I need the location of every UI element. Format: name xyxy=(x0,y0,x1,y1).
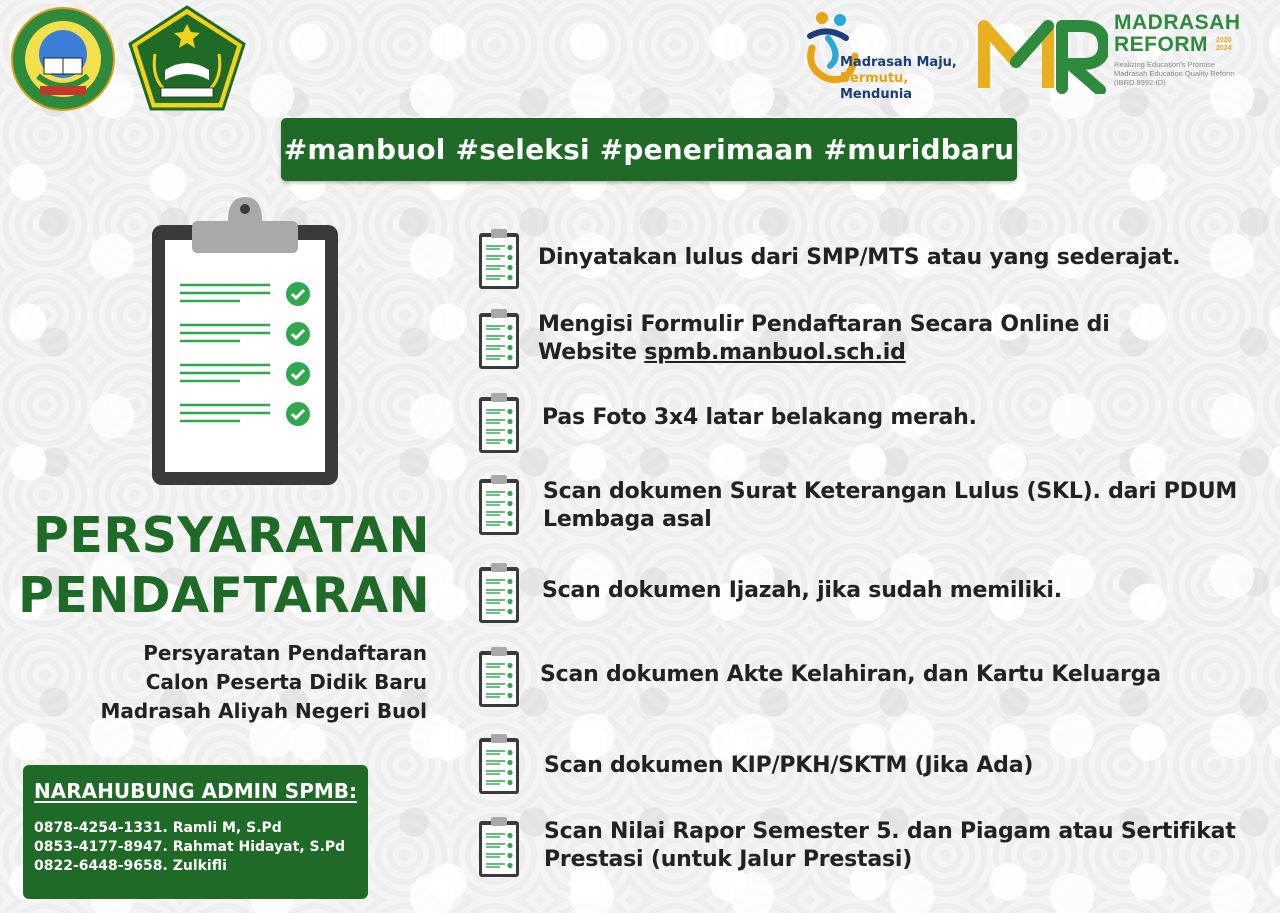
clipboard-icon xyxy=(478,816,520,878)
clipboard-icon xyxy=(478,562,520,624)
hashtag-banner xyxy=(281,118,1017,181)
kemenag-logo xyxy=(127,4,247,112)
requirement-item: Scan dokumen Surat Keterangan Lulus (SKL). dari PDUM Lembaga asal xyxy=(478,474,1268,538)
contact-list xyxy=(34,819,345,876)
requirement-item: Scan dokumen Ijazah, jika sudah memiliki. xyxy=(478,562,1268,626)
clipboard-icon xyxy=(478,308,520,370)
clipboard-icon xyxy=(478,474,520,536)
requirement-item: Pas Foto 3x4 latar belakang merah. xyxy=(478,392,1268,456)
madrasah-reform-logo xyxy=(978,10,1258,100)
maju-tagline-1: Madrasah Maju, xyxy=(840,55,957,70)
hashtag-text: #manbuol #seleksi #penerimaan #muridbaru xyxy=(283,133,1015,166)
reform-years: 2020 2024 xyxy=(1216,37,1232,52)
clipboard-icon xyxy=(478,228,520,290)
page-subtitle: Persyaratan Pendaftaran Calon Peserta Didik Baru Madrasah Aliyah Negeri Buol xyxy=(100,641,427,723)
mr-monogram-icon xyxy=(978,12,1108,94)
clipboard-icon xyxy=(478,733,520,795)
maju-tagline-3: Mendunia xyxy=(840,87,913,102)
reform-title: MADRASAH REFORM xyxy=(1114,11,1241,56)
contact-entry: 0878-4254-1331. Ramli M, S.Pd xyxy=(34,820,282,836)
requirement-item: Scan dokumen Akte Kelahiran, dan Kartu Keluarga xyxy=(478,646,1268,710)
contact-title: NARAHUBUNG ADMIN SPMB: xyxy=(34,779,358,803)
contact-box xyxy=(23,765,368,899)
requirement-item: Scan dokumen KIP/PKH/SKTM (Jika Ada) xyxy=(478,733,1268,797)
contact-entry: 0853-4177-8947. Rahmat Hidayat, S.Pd xyxy=(34,839,346,855)
page-title: PERSYARATAN PENDAFTARAN xyxy=(18,507,431,624)
madrasah-maju-logo xyxy=(800,8,960,106)
clipboard-checklist-icon xyxy=(150,195,340,487)
requirement-item: Mengisi Formulir Pendaftaran Secara Online di Website spmb.manbuol.sch.id xyxy=(478,308,1268,372)
man-buol-logo xyxy=(8,6,118,112)
contact-entry: 0822-6448-9658. Zulkifli xyxy=(34,858,227,874)
requirement-item: Dinyatakan lulus dari SMP/MTS atau yang sederajat. xyxy=(478,228,1268,292)
requirement-item: Scan Nilai Rapor Semester 5. dan Piagam atau Sertifikat Prestasi (untuk Jalur Prestasi) xyxy=(478,816,1268,880)
maju-tagline-2: Bermutu, xyxy=(840,71,909,86)
clipboard-icon xyxy=(478,392,520,454)
reform-tagline: Realizing Education's Promise Madrasah Education Quality Reform (IBRD 8992-ID) xyxy=(1114,60,1235,87)
clipboard-icon xyxy=(478,646,520,708)
website-link[interactable]: spmb.manbuol.sch.id xyxy=(644,340,906,365)
